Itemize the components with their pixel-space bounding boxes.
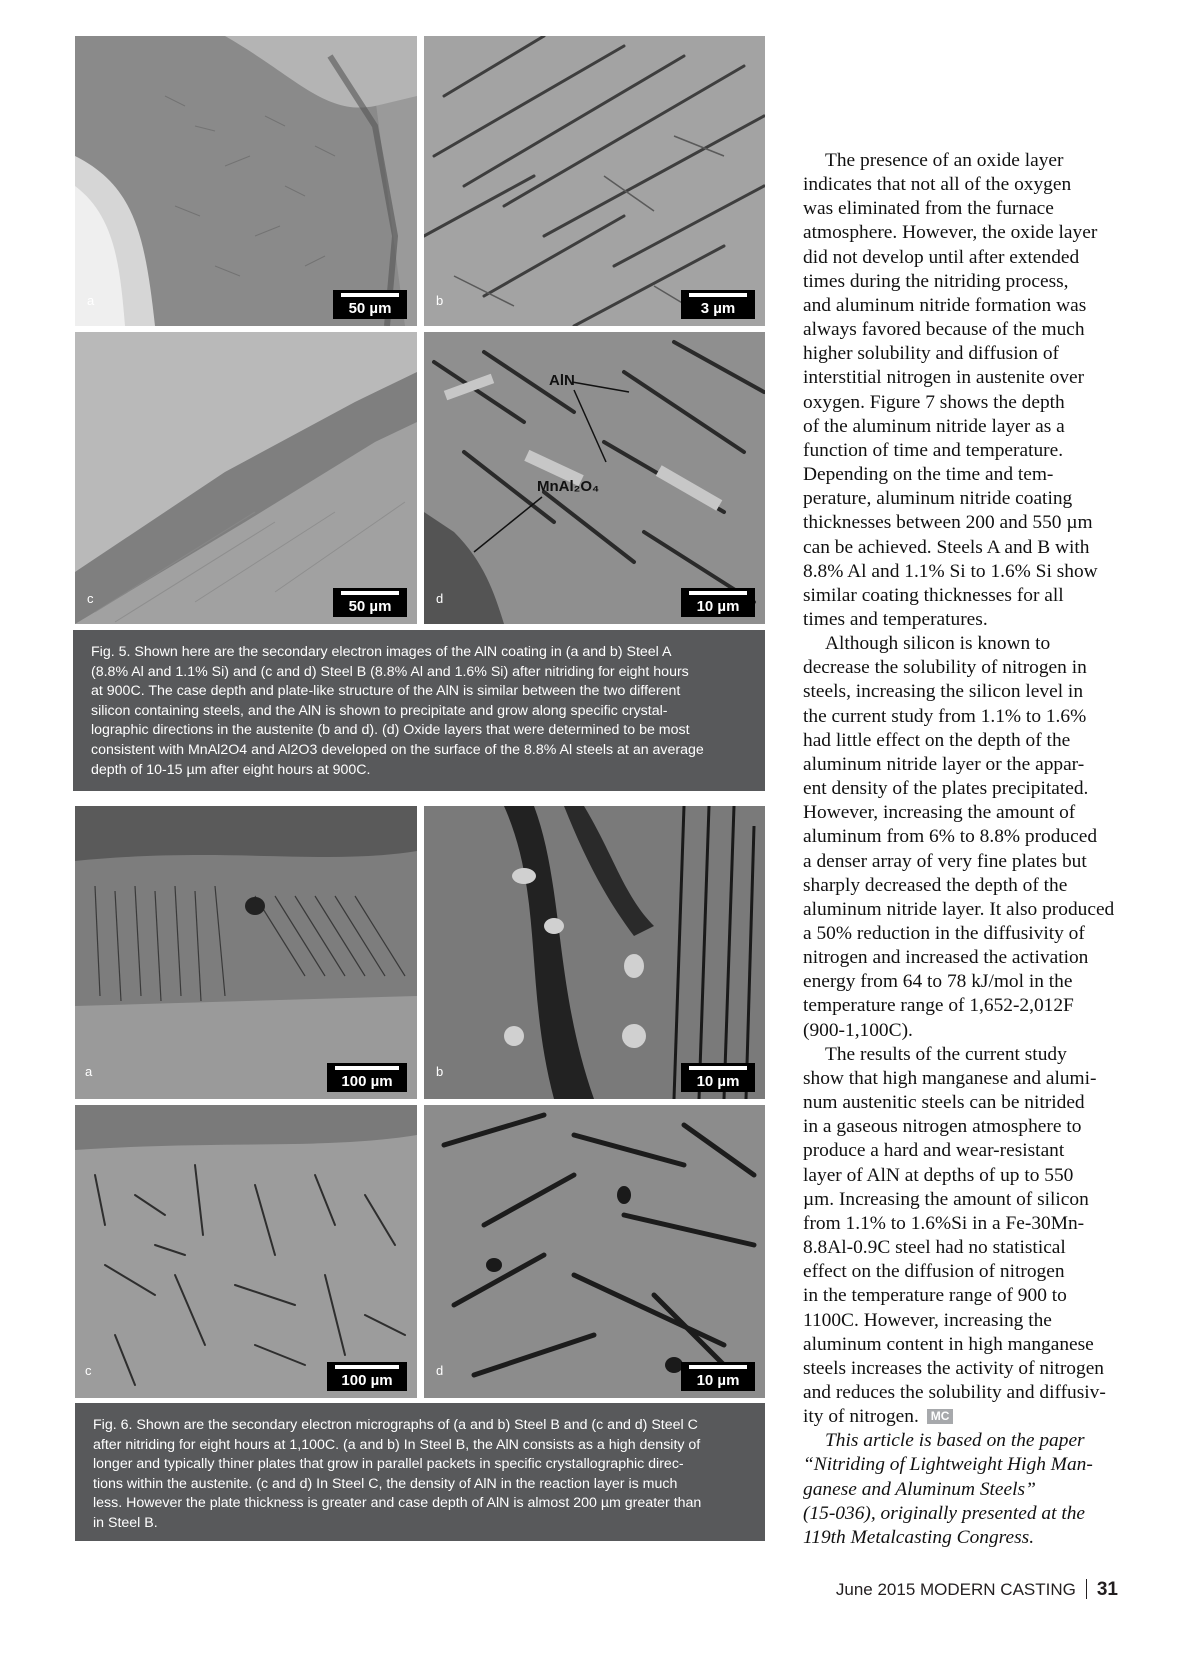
caption-line: consistent with MnAl2O4 and Al2O3 developed on the surface of the 8.8% Al steels at an average [91,741,704,758]
fig6-panel-b-micrograph [424,806,765,1099]
body-line [803,246,1133,270]
body-line-text: a 50% reduction in the diffusivity of [803,923,1085,944]
body-line [803,1164,1133,1188]
body-line [803,1357,1133,1381]
caption-line: Fig. 5. Shown here are the secondary electron images of the AlN coating in (a and b) Steel A [91,644,672,660]
body-line-text: ent density of the plates precipitated. [803,778,1089,800]
caption-line: less. However the plate thickness is greater and case depth of AlN is almost 200 µm greater than [93,1495,702,1512]
caption-line: Fig. 6. Shown are the secondary electron micrographs of (a and b) Steel B and (c and d) Steel C [93,1417,698,1433]
body-line [803,221,1133,245]
body-line [803,1429,1133,1453]
body-line [803,1139,1133,1163]
body-line [803,1284,1133,1308]
body-line [803,1526,1133,1550]
scale-bar-label: 50 µm [348,598,392,615]
body-line [803,439,1133,463]
body-line [803,487,1133,511]
fig5-panel-a-micrograph [75,36,417,326]
article-body [803,149,1133,1550]
body-line-text: decrease the solubility of nitrogen in [803,657,1087,679]
body-line-text: higher solubility and diffusion of [803,343,1060,365]
scale-bar [681,290,755,319]
scale-bar [327,1362,407,1391]
body-line-text: steels, increasing the silicon level in [803,681,1084,703]
scale-bar-label: 100 µm [341,1372,393,1389]
body-line-text: Although silicon is known to [825,633,1051,655]
body-line [803,898,1133,922]
body-line [803,994,1133,1018]
fig6-panel-c-micrograph [75,1105,417,1398]
body-line-text: show that high manganese and alumi- [803,1067,1097,1089]
body-line-text: times during the nitriding process, [803,270,1069,292]
fig5-panel-b-micrograph [424,36,765,326]
body-line [803,1453,1133,1477]
panel-letter: c [87,591,94,606]
body-line [803,705,1133,729]
body-line-text: and reduces the solubility and diffusiv- [803,1381,1106,1403]
body-line-text: µm. Increasing the amount of silicon [803,1188,1089,1210]
body-line [803,173,1133,197]
scale-bar-label: 10 µm [696,598,740,615]
body-line-text: layer of AlN at depths of up to 550 [803,1164,1074,1186]
body-line [803,1091,1133,1115]
body-line-text: However, increasing the amount of [803,802,1076,824]
body-line-text: in a gaseous nitrogen atmosphere to [803,1116,1082,1138]
fig6-panel-a-micrograph [75,806,417,1099]
caption-line: (8.8% Al and 1.1% Si) and (c and d) Steel B (8.8% Al and 1.6% Si) after nitriding for eight hours [91,663,689,680]
body-line [803,1381,1133,1405]
body-line-text: from 1.1% to 1.6%Si in a Fe-30Mn- [803,1212,1085,1234]
body-line-text: energy from 64 to 78 kJ/mol in the [803,971,1073,993]
body-line-text: produce a hard and wear-resistant [803,1140,1065,1162]
body-line-text: The results of the current study [825,1043,1067,1065]
body-line [803,1478,1133,1502]
panel-letter: c [85,1363,92,1378]
caption-line: longer and typically thiner plates that grow in parallel packets in specific crystallographic direc- [93,1456,684,1473]
caption-line: after nitriding for eight hours at 1,100C. (a and b) In Steel B, the AlN consists as a high density of [93,1436,701,1453]
body-line [803,874,1133,898]
body-line-text: can be achieved. Steels A and B with [803,536,1090,558]
body-line [803,1236,1133,1260]
body-line [803,1019,1133,1043]
body-line-text: ganese and Aluminum Steels” [803,1478,1036,1500]
scale-bar [681,1063,755,1092]
body-line-text: the current study from 1.1% to 1.6% [803,705,1087,727]
scale-bar [681,1362,755,1391]
body-line [803,753,1133,777]
panel-letter: d [436,591,444,606]
body-line [803,777,1133,801]
body-line-text: aluminum from 6% to 8.8% produced [803,826,1098,848]
body-line-text: This article is based on the paper [825,1430,1085,1452]
body-line [803,632,1133,656]
aln-label: AlN [549,372,575,389]
body-line [803,1067,1133,1091]
body-line [803,294,1133,318]
caption-line: silicon containing steels, and the AlN is shown to precipitate and grow along specific crystal- [91,702,668,719]
body-line-text: in the temperature range of 900 to [803,1285,1067,1307]
body-line [803,463,1133,487]
body-line [803,1115,1133,1139]
fig6-panel-d-micrograph [424,1105,765,1398]
body-line [803,1309,1133,1333]
body-line-text: aluminum nitride layer. It also produced [803,898,1115,920]
caption-line: at 900C. The case depth and plate-like structure of the AlN is similar between the two different [91,683,681,700]
body-line-text: (900-1,100C). [803,1019,913,1041]
fig5-panel-d-micrograph [424,332,765,624]
caption-line: in Steel B. [93,1514,158,1531]
fig5-panel-c-micrograph [75,332,417,624]
body-line [803,149,1133,173]
scale-bar-label: 100 µm [341,1073,393,1090]
caption-line: tions within the austenite. (c and d) In Steel C, the density of AlN in the reaction layer is much [93,1475,678,1492]
body-line [803,1333,1133,1357]
body-line-text: temperature range of 1,652-2,012F [803,995,1074,1017]
body-line [803,922,1133,946]
scale-bar [681,588,755,617]
body-line [803,584,1133,608]
body-line-text: num austenitic steels can be nitrided [803,1092,1085,1114]
body-line-text: always favored because of the much [803,319,1085,341]
body-line [803,850,1133,874]
body-line-text: “Nitriding of Lightweight High Man- [803,1454,1093,1476]
scale-bar-label: 3 µm [700,300,736,317]
footer-magazine: MODERN CASTING [920,1580,1076,1599]
body-line [803,801,1133,825]
spinel-label: MnAl₂O₄ [537,478,600,495]
panel-letter: b [436,293,444,308]
body-line-text: 119th Metalcasting Congress. [803,1526,1035,1548]
panel-letter: a [85,1064,93,1079]
fig6-caption [75,1403,765,1541]
body-line [803,197,1133,221]
body-line [803,680,1133,704]
body-line-text: Depending on the time and tem- [803,464,1054,486]
body-line-text: and aluminum nitride formation was [803,294,1087,316]
panel-letter: d [436,1363,444,1378]
page-footer [836,1579,1118,1601]
body-line [803,366,1133,390]
body-line-text: function of time and temperature. [803,439,1064,461]
body-line [803,946,1133,970]
body-line-text: 8.8Al-0.9C steel had no statistical [803,1237,1066,1259]
fig5-caption [73,630,765,791]
body-line [803,1188,1133,1212]
body-line [803,342,1133,366]
body-line-text: atmosphere. However, the oxide layer [803,222,1098,244]
caption-line: depth of 10-15 µm after eight hours at 900C. [91,761,371,778]
body-line [803,1502,1133,1526]
panel-letter: a [87,293,95,308]
scale-bar [333,588,407,617]
body-line [803,1212,1133,1236]
body-line [803,318,1133,342]
body-line [803,825,1133,849]
body-line [803,608,1133,632]
scale-bar-label: 10 µm [696,1372,740,1389]
body-line-text: sharply decreased the depth of the [803,874,1068,896]
body-line-text: had little effect on the depth of the [803,729,1071,751]
body-line [803,270,1133,294]
body-line [803,536,1133,560]
body-line [803,970,1133,994]
body-line-text: effect on the diffusion of nitrogen [803,1261,1065,1283]
footer-issue: June 2015 [835,1580,916,1599]
scale-bar [333,290,407,319]
body-line [803,1260,1133,1284]
body-line-text: interstitial nitrogen in austenite over [803,367,1085,389]
body-line-text: 1100C. However, increasing the [803,1309,1052,1331]
body-line-text: steels increases the activity of nitrogen [803,1357,1104,1379]
scale-bar [327,1063,407,1092]
body-line-text: perature, aluminum nitride coating [803,488,1073,510]
scale-bar-label: 10 µm [696,1073,740,1090]
body-line-text: ity of nitrogen. [803,1406,919,1428]
body-line [803,729,1133,753]
body-line [803,415,1133,439]
caption-line: lographic directions in the austenite (b and d). (d) Oxide layers that were determined to be most [91,722,690,739]
body-line-text: thicknesses between 200 and 550 µm [803,512,1093,534]
body-line [803,1405,1133,1429]
body-line-text: similar coating thicknesses for all [803,584,1064,606]
body-line-text: 8.8% Al and 1.1% Si to 1.6% Si show [803,560,1098,582]
body-line-text: The presence of an oxide layer [825,150,1064,171]
body-line-text: (15-036), originally presented at the [803,1502,1086,1524]
body-line-text: was eliminated from the furnace [803,198,1054,220]
body-line [803,656,1133,680]
body-line-text: indicates that not all of the oxygen [803,174,1072,196]
body-line [803,1043,1133,1067]
body-line [803,391,1133,415]
footer-divider [1086,1579,1087,1599]
panel-letter: b [436,1064,444,1079]
mc-end-badge: MC [927,1409,954,1424]
body-line-text: did not develop until after extended [803,246,1080,268]
body-line [803,511,1133,535]
body-line [803,560,1133,584]
body-line-text: aluminum nitride layer or the appar- [803,753,1085,775]
page-number: 31 [1096,1579,1118,1600]
scale-bar-label: 50 µm [348,300,392,317]
body-line-text: oxygen. Figure 7 shows the depth [803,391,1065,413]
body-line-text: nitrogen and increased the activation [803,947,1089,969]
body-line-text: times and temperatures. [803,608,988,630]
body-line-text: aluminum content in high manganese [803,1333,1094,1355]
body-line-text: of the aluminum nitride layer as a [803,415,1065,437]
body-line-text: a denser array of very fine plates but [803,850,1087,872]
